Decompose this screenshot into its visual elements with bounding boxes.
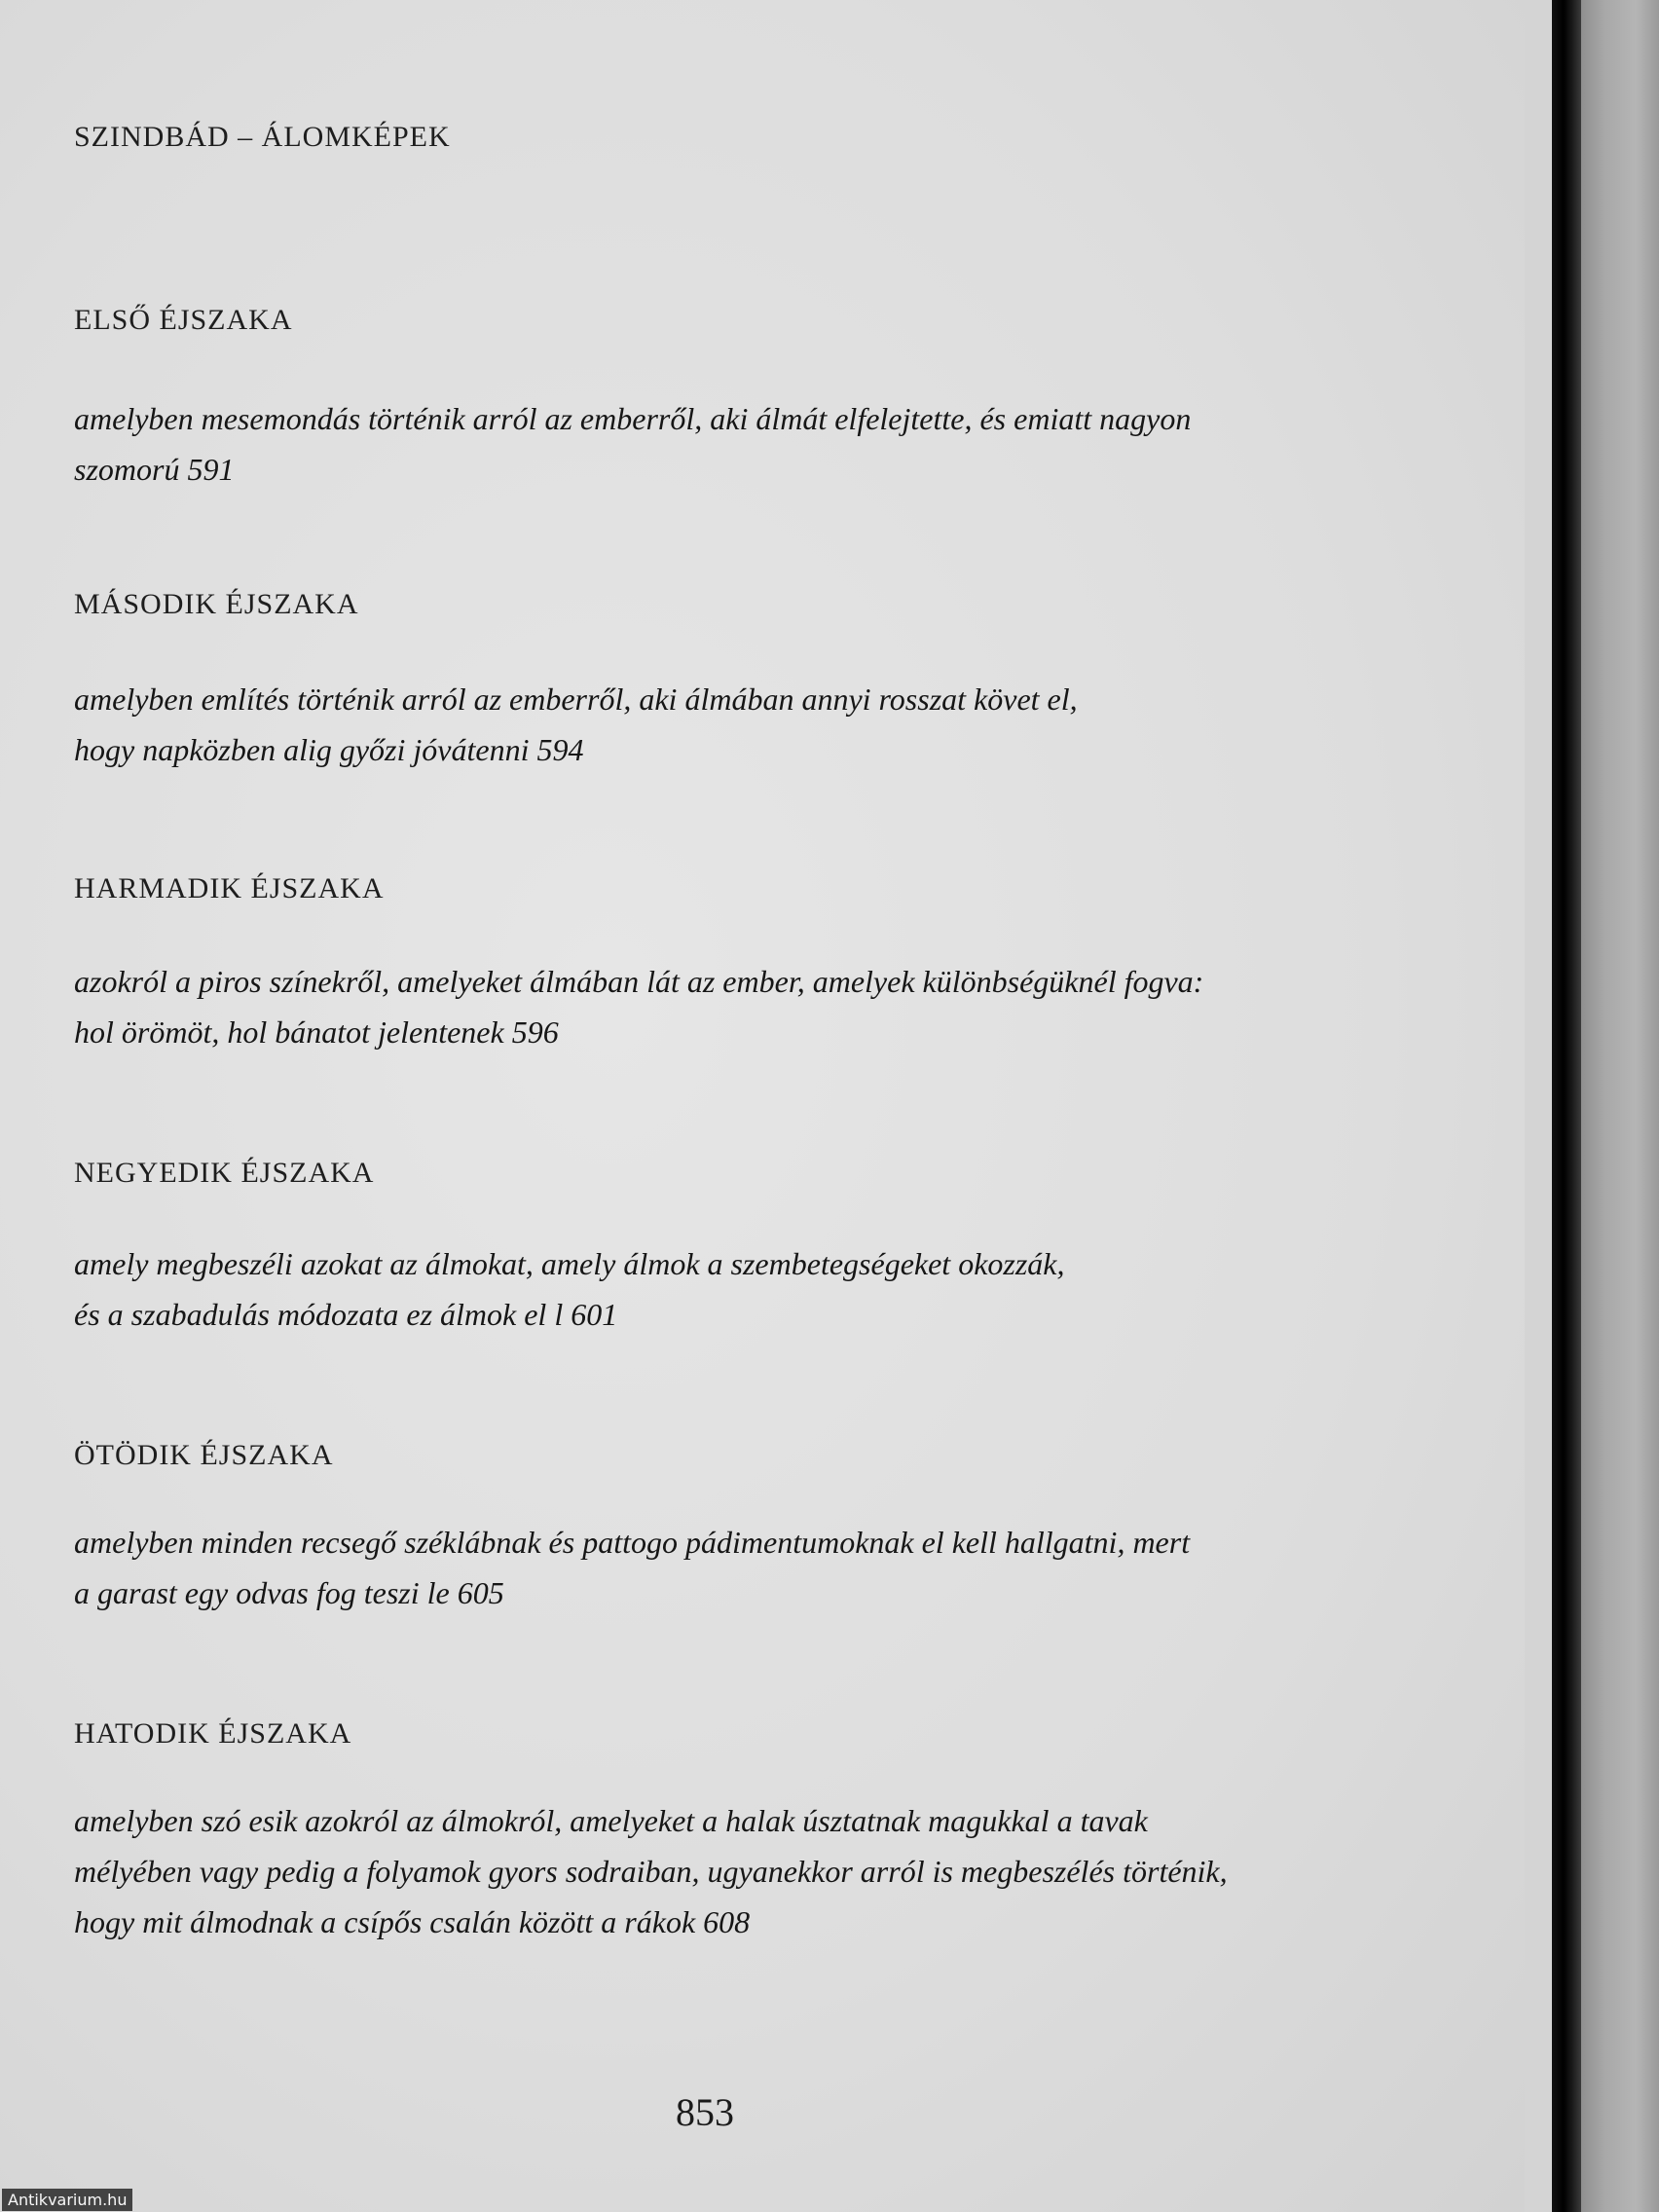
section-description-6 <box>74 1795 1340 1947</box>
section-title-1: ELSŐ ÉJSZAKA <box>74 304 293 336</box>
description-line: mélyében vagy pedig a folyamok gyors sodraiban, ugyanekkor arról is megbeszélés történik, <box>74 1854 1228 1889</box>
section-description-4 <box>74 1238 1340 1340</box>
page-edge <box>1525 0 1552 2212</box>
section-description-2 <box>74 674 1340 775</box>
book-spine-shadow <box>1552 0 1581 2212</box>
description-line: hol örömöt, hol bánatot jelentenek 596 <box>74 1014 559 1050</box>
description-line: hogy napközben alig győzi jóvátenni 594 <box>74 732 584 767</box>
section-title-6: HATODIK ÉJSZAKA <box>74 1717 352 1750</box>
section-title-2: MÁSODIK ÉJSZAKA <box>74 588 359 620</box>
description-line: azokról a piros színekről, amelyeket álmában lát az ember, amelyek különbségüknél fogva: <box>74 964 1204 999</box>
description-line: amelyben minden recsegő széklábnak és pattogo pádimentumoknak el kell hallgatni, mert <box>74 1525 1191 1560</box>
description-line: hogy mit álmodnak a csípős csalán között a rákok 608 <box>74 1904 751 1939</box>
description-line: szomorú 591 <box>74 452 235 487</box>
description-line: amely megbeszéli azokat az álmokat, amely álmok a szembetegségeket okozzák, <box>74 1246 1065 1281</box>
section-title-4: NEGYEDIK ÉJSZAKA <box>74 1157 375 1189</box>
watermark-logo: Antikvarium.hu <box>2 2189 132 2211</box>
section-description-1 <box>74 393 1340 495</box>
section-title-5: ÖTÖDIK ÉJSZAKA <box>74 1439 334 1471</box>
description-line: amelyben mesemondás történik arról az emberről, aki álmát elfelejtette, és emiatt nagyon <box>74 401 1192 436</box>
running-header: SZINDBÁD – ÁLOMKÉPEK <box>74 121 451 153</box>
description-line: amelyben szó esik azokról az álmokról, amelyeket a halak úsztatnak magukkal a tavak <box>74 1803 1148 1838</box>
section-description-5 <box>74 1517 1340 1618</box>
description-line: amelyben említés történik arról az emberről, aki álmában annyi rosszat követ el, <box>74 682 1078 717</box>
section-description-3 <box>74 956 1340 1057</box>
description-line: a garast egy odvas fog teszi le 605 <box>74 1575 504 1610</box>
section-title-3: HARMADIK ÉJSZAKA <box>74 872 385 904</box>
description-line: és a szabadulás módozata ez álmok el l 601 <box>74 1297 618 1332</box>
page-number: 853 <box>676 2090 734 2134</box>
book-cover-edge <box>1581 0 1659 2212</box>
